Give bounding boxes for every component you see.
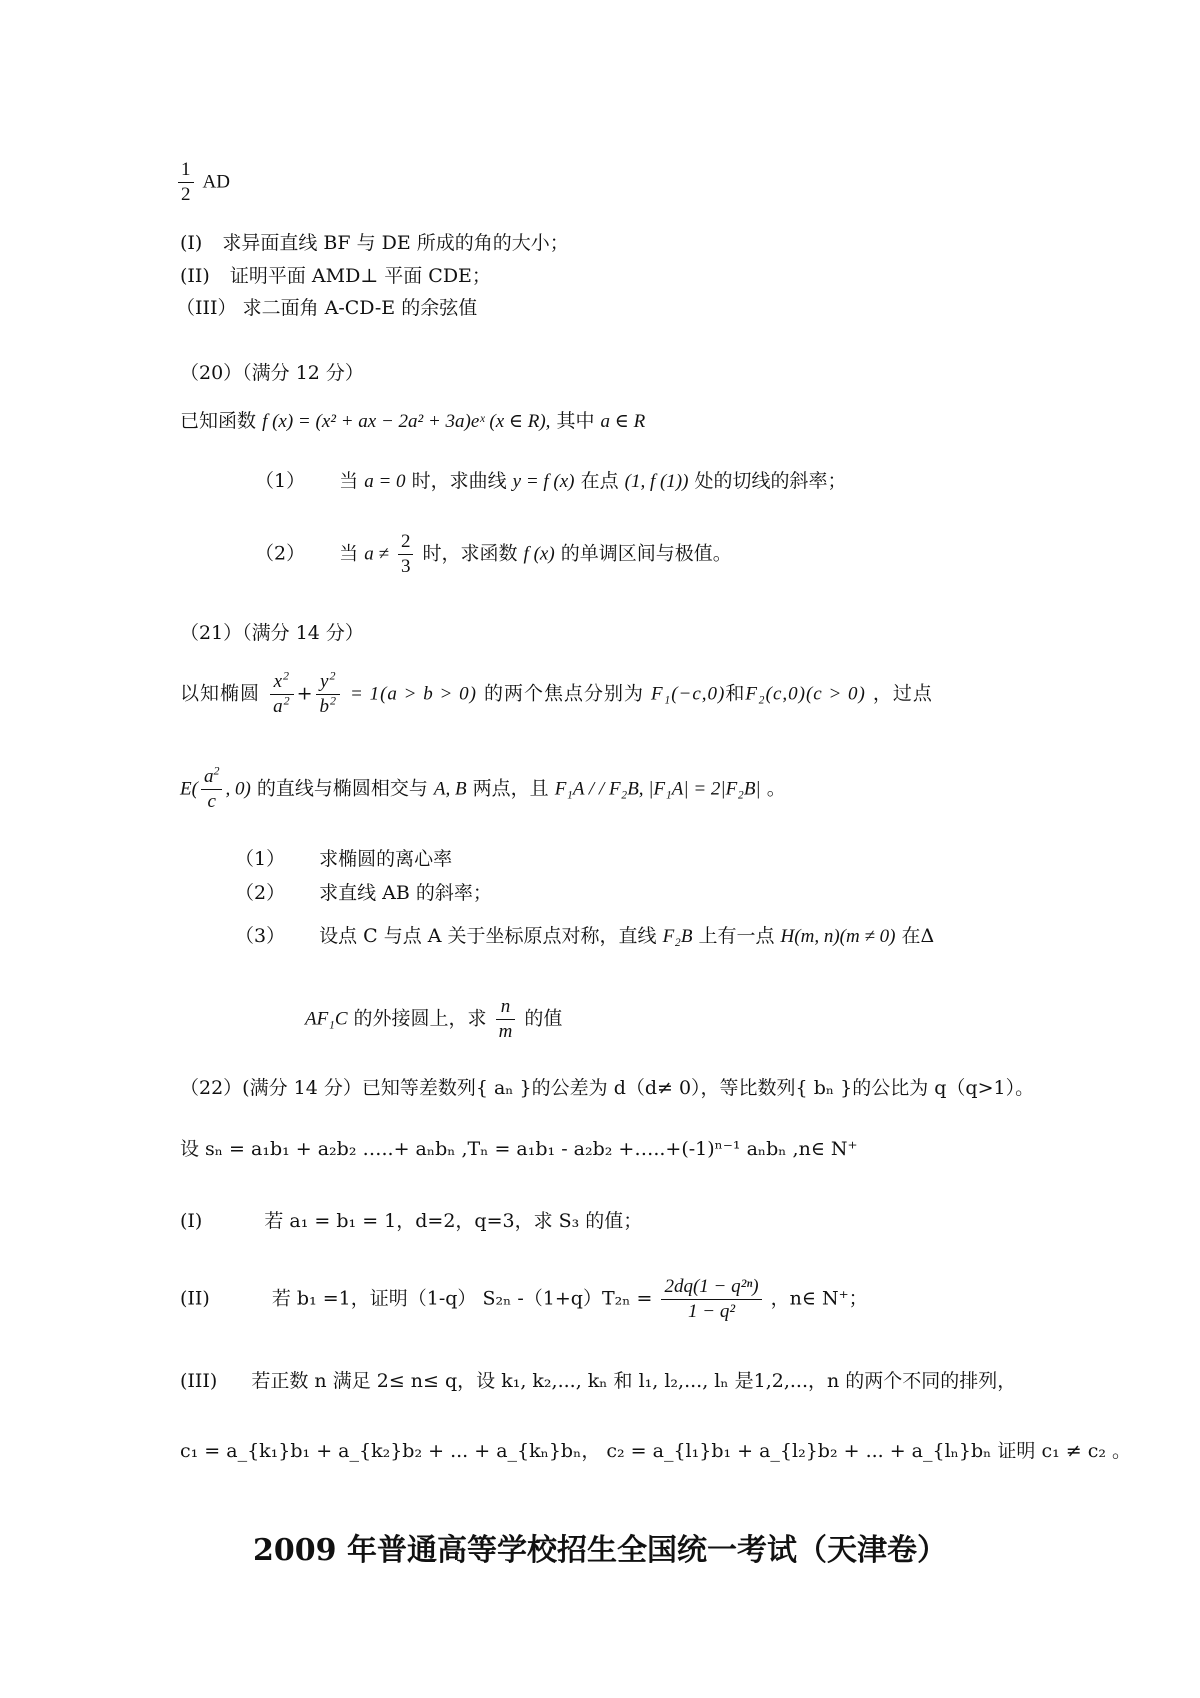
q22-part-1: (I) 若 a₁ = b₁ = 1，d=2，q=3，求 S₃ 的值； [180, 1210, 643, 1232]
q21-item-3: （3） 设点 C 与点 A 关于坐标原点对称，直线 F₂B 上有一点 H(m, n)(m ≠ 0) 在Δ [235, 925, 935, 947]
q22-part-3: (III) 若正数 n 满足 2≤ n≤ q，设 k₁, k₂,..., kₙ 和 l₁, l₂,..., lₙ 是1,2,...，n 的两个不同的排列， [180, 1370, 1017, 1392]
top-fraction-line [175, 158, 230, 207]
q20-function-formula: f (x) = (x² + ax − 2a² + 3a)eˣ (x ∈ R), [262, 411, 551, 432]
q19-item-3: （III） 求二面角 A-CD-E 的余弦值 [176, 297, 478, 319]
q21-item-1: （1） 求椭圆的离心率 [235, 848, 453, 870]
segment-ad: AD [202, 171, 230, 193]
q21-point-e-line: E( $\frac{a^2}{c}$ , 0) 的直线与椭圆相交与 A, B 两点，且 F₁A / / F₂B, |F₁A| = 2|F₂B| 。 [180, 763, 786, 812]
q22-c-definitions: c₁ = a_{k₁}b₁ + a_{k₂}b₂ + ... + a_{kₙ}bₙ， c₂ = a_{l₁}b₁ + a_{l₂}b₂ + ... + a_{lₙ}bₙ 证明 c₁ ≠ c₂ 。 [180, 1440, 1132, 1462]
fraction-one-half: $\frac{1}{2}$ [178, 158, 194, 207]
fraction-a2-c: $\frac{a^2}{c}$ [201, 765, 223, 814]
exam-title: 2009 年普通高等学校招生全国统一考试（天津卷） [253, 1533, 947, 1568]
fraction-two-thirds: $\frac{2}{3}$ [398, 530, 414, 579]
fraction-x2-a2: $\frac{x^2}{a^2}$ [270, 670, 294, 719]
q21-ellipse-line: 以知椭圆 $\frac{x^2}{a^2}$ + $\frac{y^2}{b^2}$ = 1(a > b > 0) 的两个焦点分别为 F₁(−c,0)和F₂(c,0)(c > 0) ，过点 [180, 668, 933, 717]
q21-item-2: （2） 求直线 AB 的斜率； [235, 882, 492, 904]
q21-header: （21）（满分 14 分） [180, 622, 364, 644]
q22-header: （22）(满分 14 分）已知等差数列{ aₙ }的公差为 d（d≠ 0），等比数列{ bₙ }的公比为 q（q>1）。 [180, 1077, 1035, 1099]
q20-part-2: （2） 当 a ≠ $\frac{2}{3}$ 时，求函数 f (x) 的单调区间与极值。 [255, 531, 732, 577]
q20-part-1: （1） 当 a = 0 时，求曲线 y = f (x) 在点 (1, f (1)) 处的切线的斜率； [255, 470, 847, 492]
q20-intro: 已知函数 f (x) = (x² + ax − 2a² + 3a)eˣ (x ∈ R), 其中 a ∈ R [180, 410, 646, 432]
fraction-2dq: $\frac{\text{2dq(1 − q²ⁿ)}}{\text{1 − q²}}$ [661, 1275, 761, 1324]
q20-header: （20）（满分 12 分） [180, 362, 364, 384]
q19-item-2: (II) 证明平面 AMD⊥ 平面 CDE； [180, 265, 491, 287]
q21-item-3-cont: AF₁C 的外接圆上，求 $\frac{n}{m}$ 的值 [305, 996, 563, 1042]
fraction-y2-b2: $\frac{y^2}{b^2}$ [316, 670, 340, 719]
q22-part-2: (II) 若 b₁ =1，证明（1-q） S₂ₙ -（1+q）T₂ₙ = $\frac{\text{2dq(1 − q²ⁿ)}}{\text{1 − q²}}$ ，n∈ N⁺； [180, 1276, 868, 1322]
q22-definition: 设 sₙ = a₁b₁ + a₂b₂ …..+ aₙbₙ ,Tₙ = a₁b₁ - a₂b₂ +…..+(-1)ⁿ⁻¹ aₙbₙ ,n∈ N⁺ [180, 1138, 858, 1160]
q19-item-1: (I) 求异面直线 BF 与 DE 所成的角的大小； [180, 232, 569, 254]
fraction-n-m: $\frac{n}{m}$ [496, 995, 516, 1044]
